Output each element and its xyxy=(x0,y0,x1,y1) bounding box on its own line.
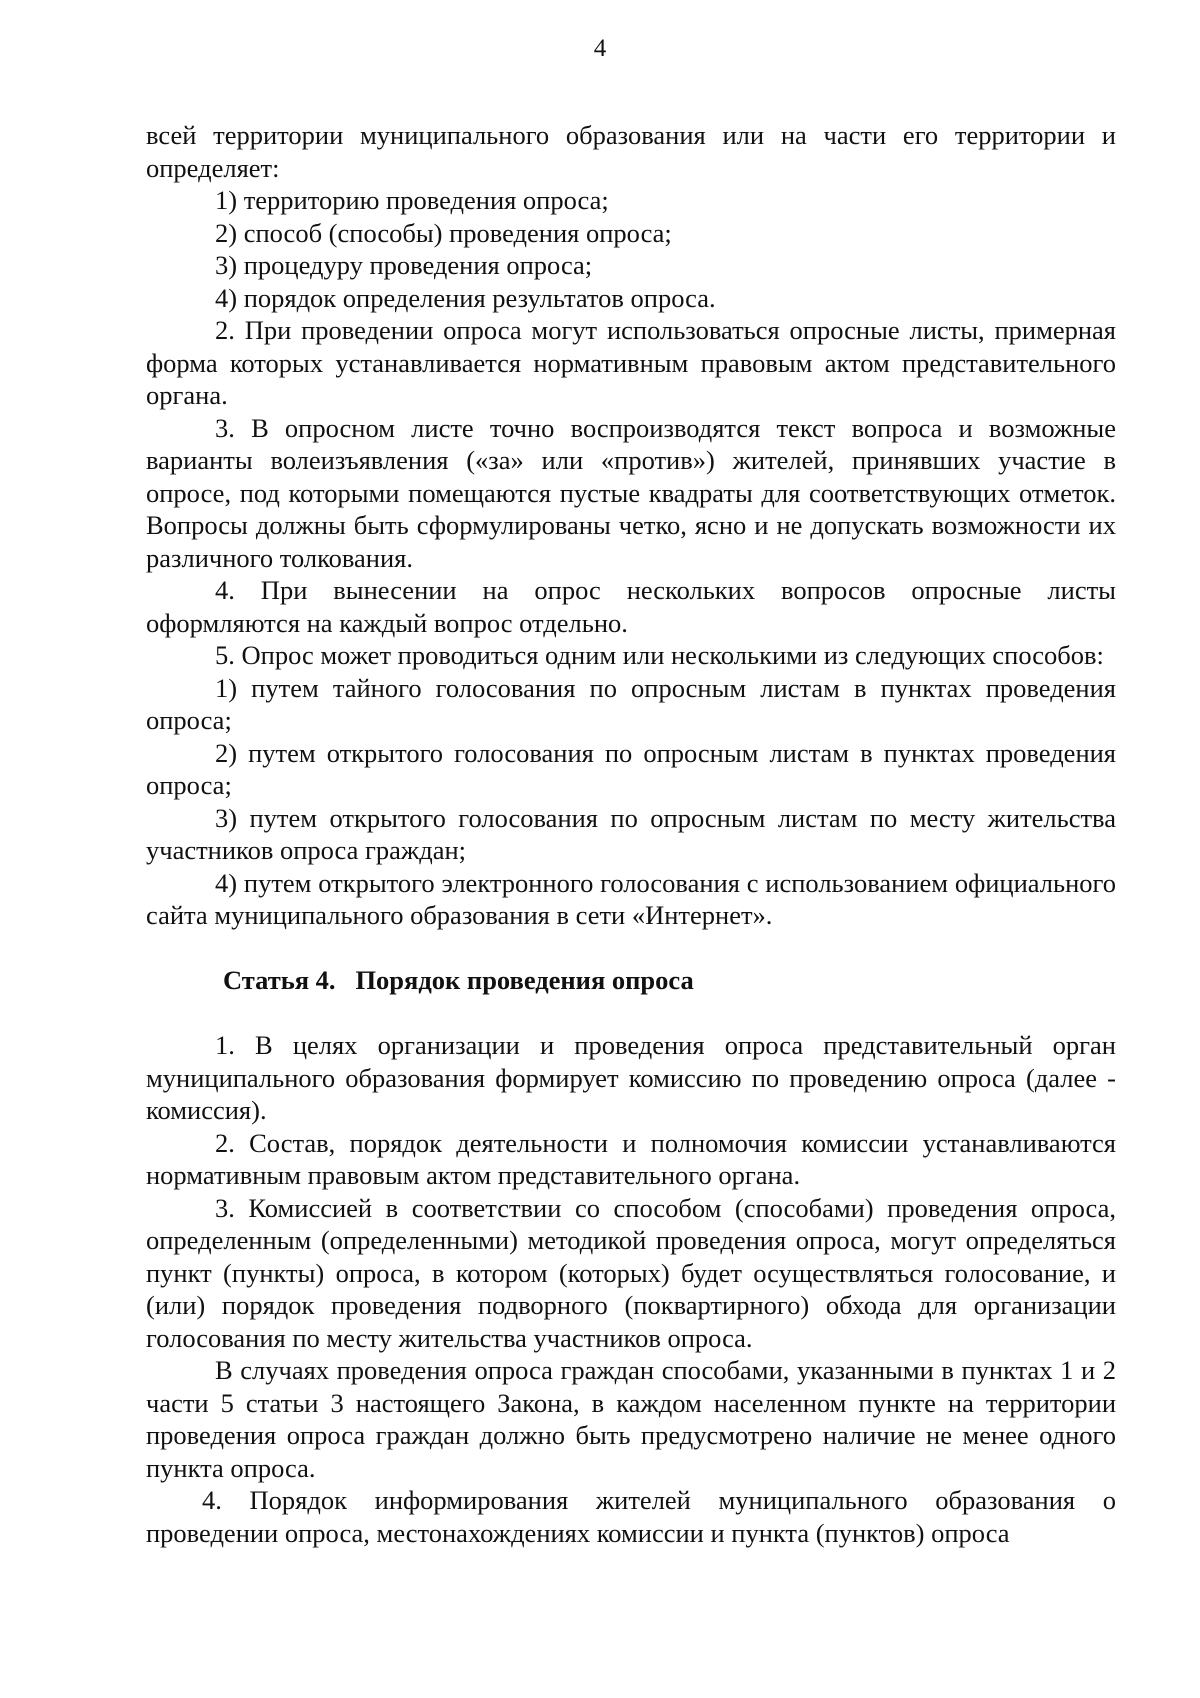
page-number: 4 xyxy=(593,35,607,62)
list-item-procedure: 3) процедуру проведения опроса; xyxy=(215,250,593,280)
paragraph-point-5: 5. Опрос может проводиться одним или несколькими из следующих способов: xyxy=(215,640,1104,670)
list-item-results: 4) порядок определения результатов опроса. xyxy=(215,282,716,313)
article-heading xyxy=(146,964,1116,997)
list-item-open-vote-points: 2) путем открытого голосования по опросным листам в пунктах проведения опроса; xyxy=(146,737,1116,800)
paragraph-cases: В случаях проведения опроса граждан способами, указанными в пунктах 1 и 2 части 5 статьи 3 настоящего Закона, в каждом населенном пункте на территории проведения опроса граждан должно быть предусмотрено наличие не менее одного пункта опроса. xyxy=(146,1355,1116,1483)
article-number: Статья 4. xyxy=(223,964,336,995)
list-item-electronic-vote: 4) путем открытого электронного голосования с использованием официального сайта муниципального образования в сети «Интернет». xyxy=(146,867,1116,930)
paragraph-informing: 4. Порядок информирования жителей муниципального образования о проведении опроса, местонахождениях комиссии и пункта (пунктов) опроса xyxy=(146,1485,1116,1548)
article-title: Порядок проведения опроса xyxy=(355,964,694,995)
paragraph: всей территории муниципального образования или на части его территории и определяет: xyxy=(146,120,1116,183)
list-item-secret-vote: 1) путем тайного голосования по опросным листам в пунктах проведения опроса; xyxy=(146,672,1116,735)
list-item-territory: 1) территорию проведения опроса; xyxy=(215,185,609,215)
paragraph-points: 3. Комиссией в соответствии со способом (способами) проведения опроса, определенным (определенными) методикой проведения опроса, могут определяться пункт (пункты) опроса, в котором (которых) будет осуществляться голосование, и (или) порядок проведения подворного (поквартирного) обхода для организации голосования по месту жительства участников опроса. xyxy=(146,1192,1116,1353)
paragraph-composition: 2. Состав, порядок деятельности и полномочия комиссии устанавливаются нормативным правовым актом представительного органа. xyxy=(146,1127,1116,1190)
document-body xyxy=(146,119,1116,1549)
paragraph-point-2: 2. При проведении опроса могут использоваться опросные листы, примерная форма которых устанавливается нормативным правовым актом представительного органа. xyxy=(146,315,1116,410)
list-item-open-vote-residence: 3) путем открытого голосования по опросным листам по месту жительства участников опроса граждан; xyxy=(146,802,1116,865)
paragraph-point-4: 4. При вынесении на опрос нескольких вопросов опросные листы оформляются на каждый вопрос отдельно. xyxy=(146,575,1116,638)
list-item-method: 2) способ (способы) проведения опроса; xyxy=(215,217,672,248)
paragraph-point-3: 3. В опросном листе точно воспроизводятся текст вопроса и возможные варианты волеизъявления («за» или «против») жителей, принявших участие в опросе, под которыми помещаются пустые квадраты для соответствующих отметок. Вопросы должны быть сформулированы четко, ясно и не допускать возможности их различного толкования. xyxy=(146,412,1116,573)
paragraph-commission: 1. В целях организации и проведения опроса представительный орган муниципального образования формирует комиссию по проведению опроса (далее - комиссия). xyxy=(146,1030,1116,1125)
